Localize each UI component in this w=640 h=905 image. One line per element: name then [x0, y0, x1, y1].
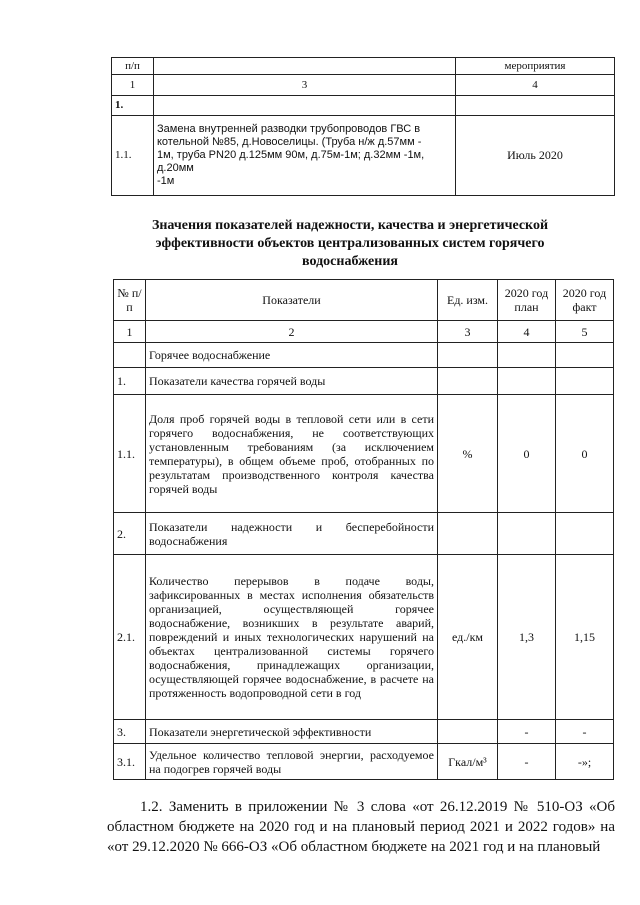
paragraph-text: 1.2. Заменить в приложении № 3 слова «от 26.12.2019 № 510-ОЗ «Об областном бюджете на 2020 год и на плановый период 2021 и 2022 годов» на «от 29.12.2020 № 666-ОЗ «Об областном бюджете на 2021 год и на плановый [107, 799, 615, 855]
row-unit [438, 513, 498, 555]
row-fact: -»; [556, 744, 614, 780]
row-number: 2. [114, 513, 146, 555]
header-plan: 2020 год план [498, 280, 556, 321]
row-fact: 1,15 [556, 555, 614, 720]
section-number: 1. [112, 96, 154, 116]
description-line: котельной №85, д.Новоселицы. (Труба н/ж д.57мм - [157, 136, 422, 148]
col-number-1: 1 [112, 75, 154, 96]
row-unit [438, 343, 498, 368]
amendment-paragraph [107, 797, 615, 857]
col-number: 4 [498, 321, 556, 343]
row-unit: ед./км [438, 555, 498, 720]
row-description [154, 116, 456, 196]
heading-line: эффективности объектов централизованных систем горячего [155, 236, 545, 251]
table-row [114, 744, 614, 780]
row-fact: - [556, 720, 614, 744]
description-line: 1м, труба PN20 д.125мм 90м, д.75м-1м; д.32мм -1м, [157, 149, 425, 161]
header-unit: Ед. изм. [438, 280, 498, 321]
row-fact [556, 513, 614, 555]
table-row [114, 343, 614, 368]
heading-line: водоснабжения [302, 254, 398, 269]
col-number: 1 [114, 321, 146, 343]
row-text: Горячее водоснабжение [146, 343, 438, 368]
header-date: мероприятия [456, 58, 615, 75]
row-number [114, 343, 146, 368]
row-plan: 1,3 [498, 555, 556, 720]
row-text: Доля проб горячей воды в тепловой сети или в сети горячего водоснабжения, не соответствующих установленным требованиям (за исключением температуры), в общем объеме проб, отобранных по результатам производственного контроля качества горячей воды [146, 395, 438, 513]
row-unit [438, 720, 498, 744]
row-plan [498, 343, 556, 368]
heading-line: Значения показателей надежности, качества и энергетической [151, 218, 549, 233]
events-table [111, 57, 615, 196]
row-text: Удельное количество тепловой энергии, расходуемое на подогрев горячей воды [146, 744, 438, 780]
description-line: -1м [157, 175, 175, 187]
table-row [114, 513, 614, 555]
row-fact [556, 368, 614, 395]
row-date: Июль 2020 [456, 116, 615, 196]
row-number: 1.1. [114, 395, 146, 513]
indicators-table [113, 279, 614, 780]
row-fact [556, 343, 614, 368]
header-number: № п/п [114, 280, 146, 321]
row-number: 3. [114, 720, 146, 744]
row-fact: 0 [556, 395, 614, 513]
description-line: Замена внутренней разводки трубопроводов ГВС в [157, 123, 421, 135]
row-text: Количество перерывов в подаче воды, зафиксированных в местах исполнения обязательств организацией, осуществляющей горячее водоснабжение, возникших в результате аварий, повреждений и иных технологических нарушений на объектах централизованной системы горячего водоснабжения, принадлежащих организации, осуществляющей горячее водоснабжение, в расчете на протяженность водопроводной сети в год [146, 555, 438, 720]
row-number: 1.1. [112, 116, 154, 196]
row-text: Показатели энергетической эффективности [146, 720, 438, 744]
row-text: Показатели надежности и бесперебойности водоснабжения [146, 513, 438, 555]
col-number: 5 [556, 321, 614, 343]
header-num: п/п [112, 58, 154, 75]
row-plan [498, 368, 556, 395]
table-row [114, 555, 614, 720]
row-number: 1. [114, 368, 146, 395]
row-text: Показатели качества горячей воды [146, 368, 438, 395]
header-fact: 2020 год факт [556, 280, 614, 321]
row-unit: % [438, 395, 498, 513]
description-line: д.20мм [157, 162, 194, 174]
table-row [114, 368, 614, 395]
table-row [114, 720, 614, 744]
col-number: 3 [438, 321, 498, 343]
row-plan: - [498, 744, 556, 780]
section-heading [130, 217, 570, 271]
row-unit [438, 368, 498, 395]
row-plan: - [498, 720, 556, 744]
row-plan [498, 513, 556, 555]
table-row [114, 395, 614, 513]
col-number-3: 3 [154, 75, 456, 96]
row-unit: Гкал/м³ [438, 744, 498, 780]
header-indicator: Показатели [146, 280, 438, 321]
col-number-4: 4 [456, 75, 615, 96]
row-number: 3.1. [114, 744, 146, 780]
row-plan: 0 [498, 395, 556, 513]
row-number: 2.1. [114, 555, 146, 720]
col-number: 2 [146, 321, 438, 343]
